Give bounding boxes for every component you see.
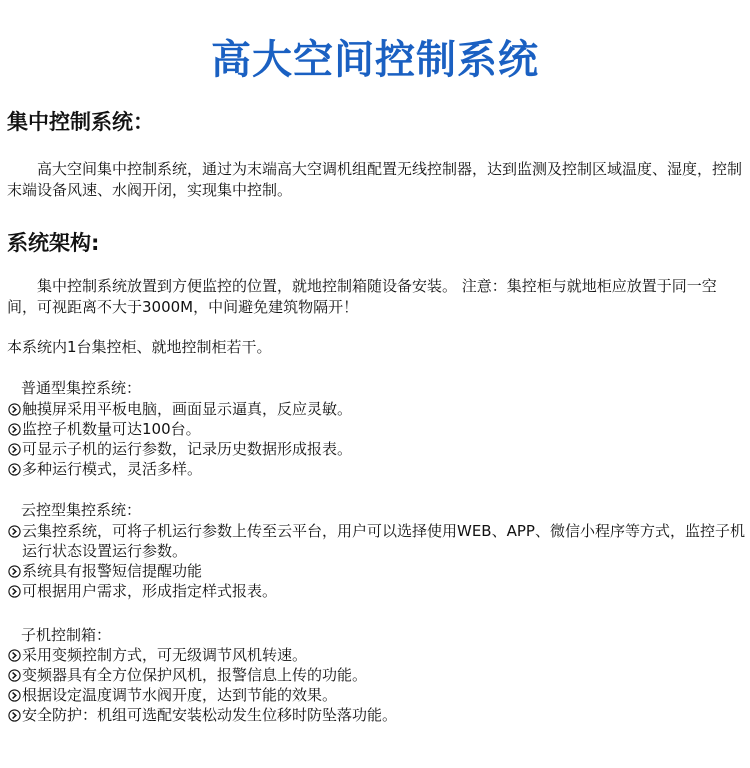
group-title-cloud: 云控型集控系统：	[21, 501, 142, 519]
list-item-text: 根据设定温度调节水阀开度，达到节能的效果。	[22, 686, 338, 704]
feature-list-standard	[7, 399, 747, 479]
feature-list-cloud	[7, 521, 747, 601]
list-item	[7, 581, 747, 601]
circled-chevron-right-icon	[7, 399, 21, 419]
circled-chevron-right-icon	[7, 459, 21, 479]
central-control-paragraph: 高大空间集中控制系统，通过为末端高大空调机组配置无线控制器，达到监测及控制区域温度、湿度，控制末端设备风速、水阀开闭，实现集中控制。	[7, 160, 743, 199]
circled-chevron-right-icon	[7, 439, 21, 459]
list-item-text: 多种运行模式，灵活多样。	[22, 460, 203, 478]
list-item-text: 监控子机数量可达100台。	[22, 420, 201, 438]
circled-chevron-right-icon	[7, 581, 21, 601]
circled-chevron-right-icon	[7, 665, 21, 685]
list-item	[7, 521, 747, 561]
list-item	[7, 419, 747, 439]
page-title: 高大空间控制系统	[211, 37, 539, 83]
list-item-text: 变频器具有全方位保护风机，报警信息上传的功能。	[22, 666, 368, 684]
list-item	[7, 685, 747, 705]
list-item	[7, 705, 747, 725]
section-heading-central-control: 集中控制系统：	[7, 110, 154, 134]
circled-chevron-right-icon	[7, 645, 21, 665]
list-item-text: 采用变频控制方式，可无级调节风机转速。	[22, 646, 308, 664]
list-item	[7, 439, 747, 459]
architecture-paragraph: 集中控制系统放置到方便监控的位置，就地控制箱随设备安装。 注意：集控柜与就地柜应放置于同一空间，可视距离不大于3000M，中间避免建筑物隔开！	[7, 277, 717, 316]
list-item-text: 安全防护：机组可选配安装松动发生位移时防坠落功能。	[22, 706, 398, 724]
section-heading-architecture: 系统架构:	[7, 231, 100, 255]
list-item-text: 系统具有报警短信提醒功能	[22, 562, 203, 580]
circled-chevron-right-icon	[7, 419, 21, 439]
group-title-standard: 普通型集控系统：	[21, 379, 142, 397]
system-note: 本系统内1台集控柜、就地控制柜若干。	[7, 338, 272, 356]
group-title-sub-controller: 子机控制箱：	[21, 626, 112, 644]
list-item	[7, 459, 747, 479]
feature-list-sub-controller	[7, 645, 747, 725]
circled-chevron-right-icon	[7, 685, 21, 705]
circled-chevron-right-icon	[7, 521, 21, 541]
list-item	[7, 399, 747, 419]
list-item	[7, 561, 747, 581]
list-item-text: 云集控系统，可将子机运行参数上传至云平台，用户可以选择使用WEB、APP、微信小程序等方式，监控子机运行状态设置运行参数。	[22, 522, 745, 560]
list-item	[7, 645, 747, 665]
list-item-text: 可显示子机的运行参数，记录历史数据形成报表。	[22, 440, 353, 458]
list-item-text: 可根据用户需求，形成指定样式报表。	[22, 582, 278, 600]
list-item	[7, 665, 747, 685]
list-item-text: 触摸屏采用平板电脑，画面显示逼真，反应灵敏。	[22, 400, 353, 418]
circled-chevron-right-icon	[7, 705, 21, 725]
circled-chevron-right-icon	[7, 561, 21, 581]
